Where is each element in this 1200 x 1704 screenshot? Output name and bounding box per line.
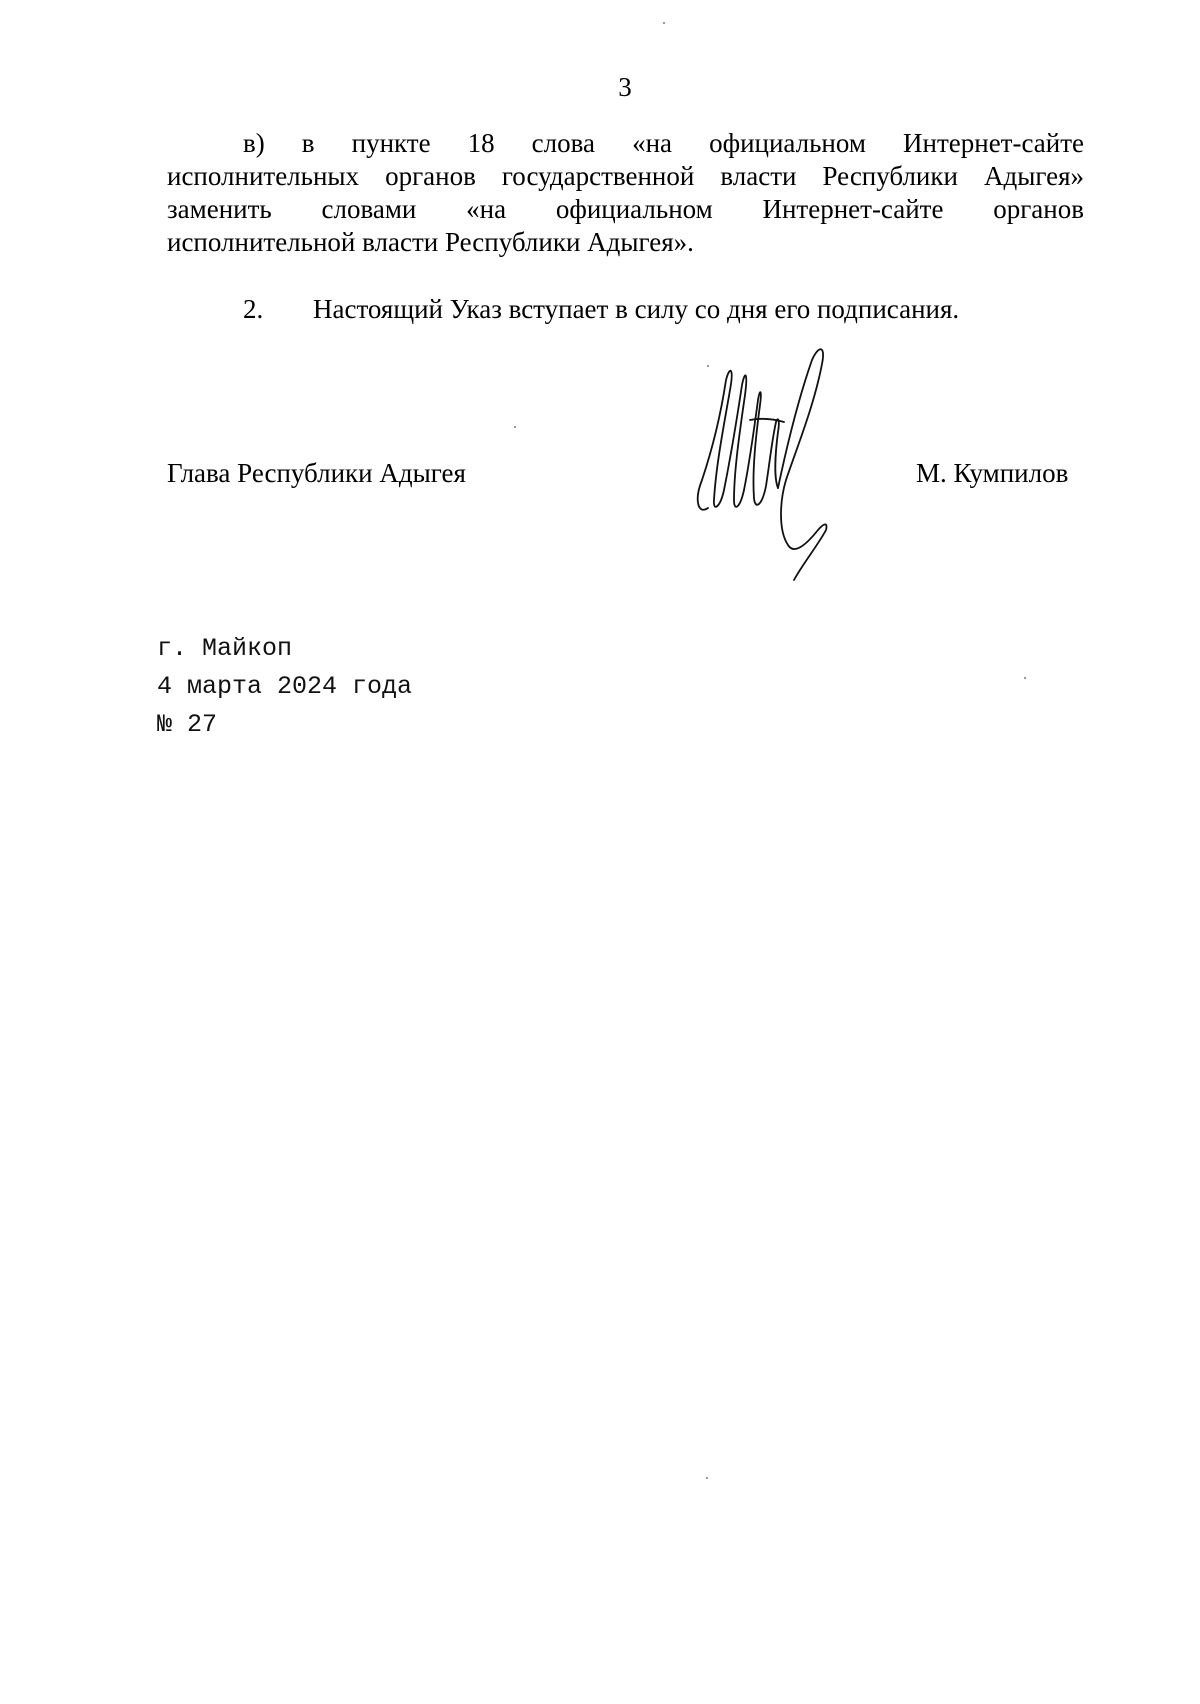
- scan-speck: [706, 1477, 708, 1479]
- page-number: 3: [618, 72, 632, 102]
- clause-v-line-3: заменить словами «на официальном Интернет-сайте органов: [167, 194, 1084, 224]
- scan-speck: [663, 22, 665, 24]
- clause-v-line-1: в) в пункте 18 слова «на официальном Интернет-сайте: [243, 128, 1084, 158]
- scan-speck: [514, 426, 516, 428]
- point-2-text: Настоящий Указ вступает в силу со дня его подписания.: [313, 294, 960, 324]
- clause-v-line-2: исполнительных органов государственной власти Республики Адыгея»: [167, 161, 1084, 191]
- point-2-number: 2.: [243, 294, 264, 324]
- issuance-date: 4 марта 2024 года: [157, 672, 413, 701]
- issuance-city: г. Майкоп: [157, 634, 293, 663]
- clause-v-line-4: исполнительной власти Республики Адыгея».: [167, 227, 694, 257]
- scan-speck: [707, 365, 709, 367]
- scan-speck: [1024, 677, 1026, 679]
- signatory-name: М. Кумпилов: [916, 458, 1069, 488]
- issuance-number: № 27: [157, 710, 218, 739]
- clause-v: [167, 127, 1084, 259]
- signatory-position: Глава Республики Адыгея: [167, 458, 466, 488]
- handwritten-signature: [690, 340, 870, 595]
